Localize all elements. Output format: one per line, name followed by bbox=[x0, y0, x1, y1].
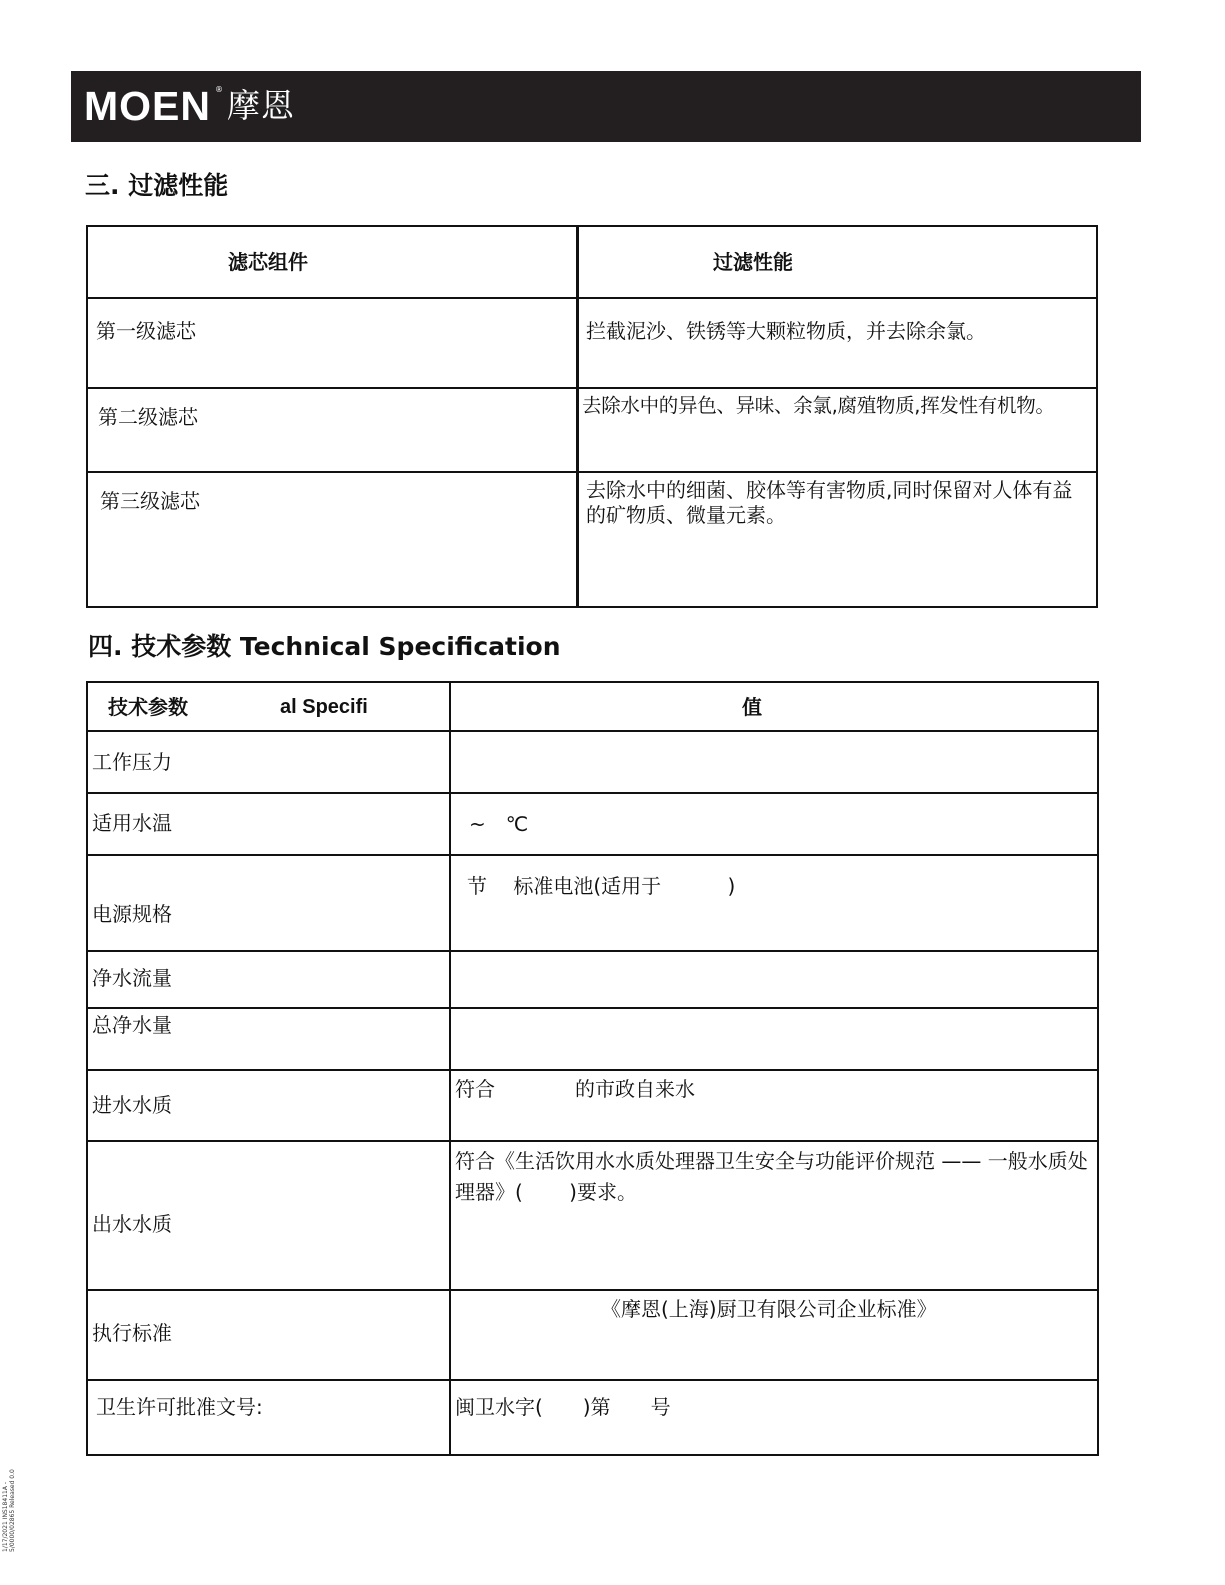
table-row bbox=[86, 387, 579, 473]
moen-logo-chinese: 摩恩 bbox=[227, 86, 295, 125]
imprint-line-1: 1/17/2021 INS18411A - 5/0000/02865 bbox=[2, 1481, 16, 1552]
param-label: 出水水质 bbox=[92, 1212, 172, 1236]
table-header-cell bbox=[86, 681, 451, 732]
param-label: 净水流量 bbox=[92, 966, 172, 990]
table-row bbox=[86, 471, 579, 608]
filter-stage-3-performance: 去除水中的细菌、胶体等有害物质,同时保留对人体有益的矿物质、微量元素。 bbox=[586, 478, 1073, 527]
brand-header bbox=[71, 71, 1141, 142]
registered-mark: ® bbox=[215, 85, 223, 94]
filter-stage-1: 第一级滤芯 bbox=[96, 319, 196, 343]
filter-stage-2: 第二级滤芯 bbox=[98, 405, 198, 429]
table-row bbox=[86, 1379, 451, 1456]
table-row bbox=[86, 730, 451, 794]
imprint-line-2: Released 0.0 bbox=[9, 1469, 16, 1508]
table-row bbox=[86, 1140, 451, 1291]
column-header-performance: 过滤性能 bbox=[713, 250, 793, 274]
table-row bbox=[86, 854, 451, 952]
table-row bbox=[576, 297, 1098, 389]
param-label: 工作压力 bbox=[92, 750, 172, 774]
filter-stage-2-performance: 去除水中的异色、异味、余氯,腐殖物质,挥发性有机物。 bbox=[582, 394, 1055, 417]
param-label: 卫生许可批准文号: bbox=[96, 1395, 263, 1419]
table-row bbox=[86, 297, 579, 389]
param-label: 进水水质 bbox=[92, 1093, 172, 1117]
table-row bbox=[86, 950, 451, 1009]
filter-stage-3: 第三级滤芯 bbox=[100, 489, 200, 513]
table-row bbox=[86, 1069, 451, 1142]
param-value: 节 标准电池(适用于 ) bbox=[467, 874, 736, 898]
table-row bbox=[86, 1289, 451, 1381]
column-header-param-overlay: al Specifi bbox=[280, 696, 368, 718]
section-3-title: 三. 过滤性能 bbox=[85, 171, 229, 200]
column-header-value: 值 bbox=[742, 695, 762, 719]
param-value: 《摩恩(上海)厨卫有限公司企业标准》 bbox=[601, 1297, 937, 1321]
table-header-cell bbox=[576, 225, 1098, 299]
param-value: 闽卫水字( )第 号 bbox=[455, 1395, 671, 1419]
param-value: 符合《生活饮用水水质处理器卫生安全与功能评价规范 —— 一般水质处理器》( )要求。 bbox=[455, 1149, 1088, 1204]
param-label: 执行标准 bbox=[92, 1321, 172, 1345]
table-row bbox=[449, 1379, 1099, 1456]
section-4-title: 四. 技术参数 Technical Specification bbox=[88, 632, 561, 661]
param-value: ~ ℃ bbox=[469, 812, 529, 836]
param-value: 符合 的市政自来水 bbox=[455, 1077, 695, 1101]
table-row bbox=[449, 730, 1099, 794]
filter-stage-1-performance: 拦截泥沙、铁锈等大颗粒物质，并去除余氯。 bbox=[586, 319, 986, 343]
param-label: 电源规格 bbox=[92, 902, 172, 926]
table-row bbox=[576, 387, 1098, 473]
table-row bbox=[576, 471, 1098, 608]
table-header-cell bbox=[86, 225, 579, 299]
table-row bbox=[86, 792, 451, 856]
table-row bbox=[449, 1289, 1099, 1381]
param-label: 适用水温 bbox=[92, 811, 172, 835]
column-header-component: 滤芯组件 bbox=[228, 250, 308, 274]
table-row bbox=[449, 1140, 1099, 1291]
moen-logo: MOEN bbox=[84, 83, 211, 129]
column-header-param: 技术参数 bbox=[108, 695, 188, 719]
table-row bbox=[449, 950, 1099, 1009]
table-row bbox=[86, 1007, 451, 1071]
table-row bbox=[449, 1007, 1099, 1071]
param-label: 总净水量 bbox=[92, 1013, 172, 1037]
table-row bbox=[449, 1069, 1099, 1142]
table-header-cell bbox=[449, 681, 1099, 732]
table-row bbox=[449, 854, 1099, 952]
table-row bbox=[449, 792, 1099, 856]
print-imprint bbox=[2, 1468, 22, 1552]
